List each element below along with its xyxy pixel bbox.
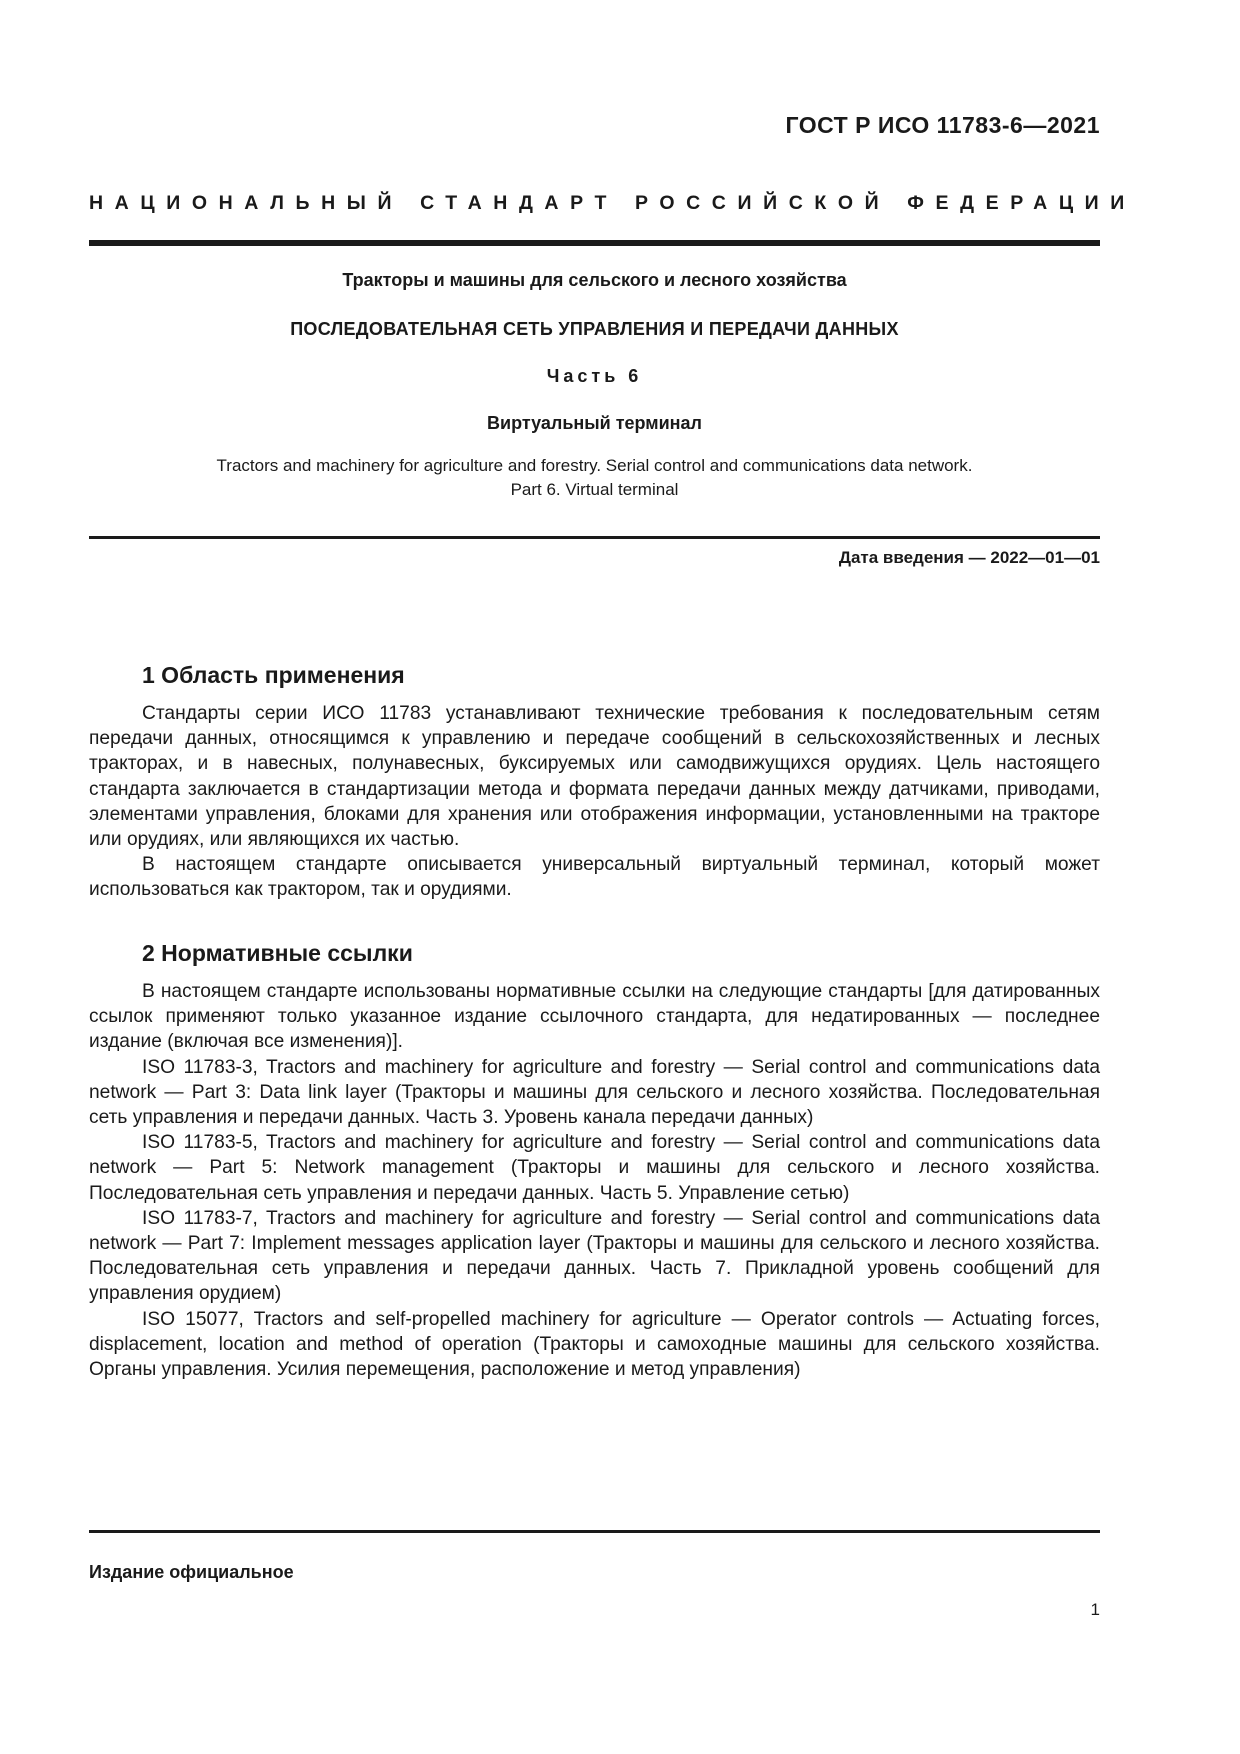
reference-item: ISO 11783-5, Tractors and machinery for agriculture and forestry — Serial control and communications data network — Part 5: Network management (Тракторы и машины для сельского и лесного хозяйства. Последовательная сеть управления и передачи данных. Часть 5. Управление сетью): [89, 1132, 1100, 1204]
introduction-date: Дата введения — 2022—01—01: [838, 548, 1100, 567]
reference-item: ISO 11783-3, Tractors and machinery for agriculture and forestry — Serial control and communications data network — Part 3: Data link layer (Тракторы и машины для сельского и лесного хозяйства. Последовательная сеть управления и передачи данных. Часть 3. Уровень канала передачи данных): [89, 1056, 1100, 1129]
national-standard-heading: НАЦИОНАЛЬНЫЙ СТАНДАРТ РОССИЙСКОЙ ФЕДЕРАЦИИ: [89, 192, 1136, 214]
official-edition-label: Издание официальное: [89, 1562, 294, 1582]
title-part: Часть 6: [546, 366, 643, 386]
paragraph: В настоящем стандарте использованы нормативные ссылки на следующие стандарты [для датированных ссылок применяют только указанное издание ссылочного стандарта, для недатированных — последнее издание (включая все изменения)].: [89, 981, 1100, 1053]
document-number: ГОСТ Р ИСО 11783-6—2021: [785, 112, 1100, 138]
section-heading: 2 Нормативные ссылки: [142, 940, 413, 966]
paragraph: В настоящем стандарте описывается универсальный виртуальный терминал, который может использоваться как трактором, так и орудиями.: [89, 854, 1100, 901]
header-rule: [89, 240, 1100, 246]
title-english-line2: Part 6. Virtual terminal: [510, 480, 679, 499]
reference-item: ISO 15077, Tractors and self-propelled machinery for agriculture — Operator controls — Actuating forces, displacement, location and method of operation (Тракторы и самоходные машины для сельского хозяйства. Органы управления. Усилия перемещения, расположение и метод управления): [89, 1308, 1100, 1381]
section-normative-references: [89, 940, 1100, 1382]
reference-item: ISO 11783-7, Tractors and machinery for agriculture and forestry — Serial control and communications data network — Part 7: Implement messages application layer (Тракторы и машины для сельского и лесного хозяйства. Последовательная сеть управления и передачи данных. Часть 7. Прикладной уровень сообщений для управления орудием): [89, 1207, 1100, 1305]
title-block: [89, 270, 1100, 502]
section-heading: 1 Область применения: [142, 662, 405, 688]
page-number: 1: [1090, 1600, 1100, 1619]
title-main: ПОСЛЕДОВАТЕЛЬНАЯ СЕТЬ УПРАВЛЕНИЯ И ПЕРЕДАЧИ ДАННЫХ: [290, 319, 899, 339]
title-english-line1: Tractors and machinery for agriculture and forestry. Serial control and communications data network.: [216, 456, 973, 475]
section-scope: [89, 662, 1100, 903]
paragraph: Стандарты серии ИСО 11783 устанавливают технические требования к последовательным сетям передачи данных, относящимся к управлению и передаче сообщений в сельскохозяйственных и лесных тракторах, и в навесных, полунавесных, буксируемых или самодвижущихся орудиях. Цель настоящего стандарта заключается в стандартизации метода и формата передачи данных между датчиками, приводами, элементами управления, блоками для хранения или отображения информации, установленными на тракторе или орудиях, или являющихся их частью.: [89, 703, 1100, 851]
title-part-name: Виртуальный терминал: [487, 413, 702, 433]
footer-rule: [89, 1530, 1100, 1533]
title-english: [89, 454, 1100, 502]
title-rule: [89, 536, 1100, 539]
title-subject: Тракторы и машины для сельского и лесного хозяйства: [342, 270, 847, 290]
